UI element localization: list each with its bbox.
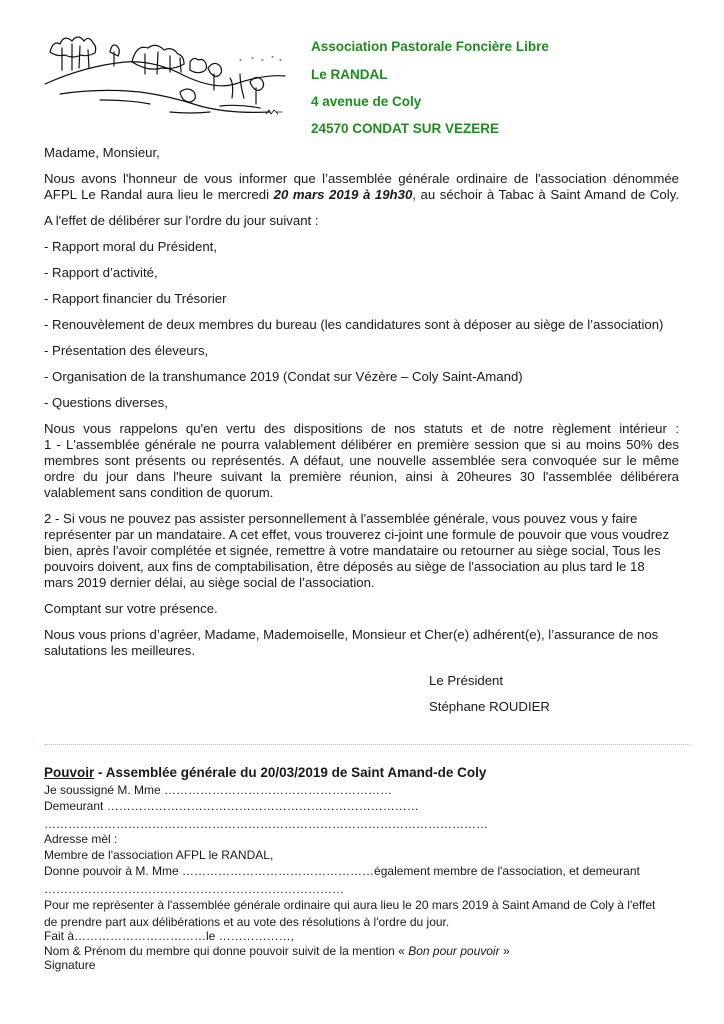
org-short-name: Le RANDAL <box>311 67 388 82</box>
mention-text: Nom & Prénom du membre qui donne pouvoir suivit de la mention « <box>44 944 409 958</box>
intro-line-1: Nous avons l'honneur de vous informer que l’assemblée générale ordinaire de l'association dénommée <box>44 171 679 186</box>
proxy-para-line: bien, après l'avoir complétée et signée, remettre à votre mandataire ou retourner au siège social, Tous les <box>44 543 661 558</box>
form-line-signature: Signature <box>44 958 96 972</box>
agenda-item: - Rapport financier du Trésorier <box>44 291 227 306</box>
cut-line-divider <box>44 744 690 745</box>
proxy-title-rest: - Assemblée générale du 20/03/2019 de Saint Amand-de Coly <box>94 765 487 780</box>
form-line-address: Demeurant …………………………………………………………………… <box>44 799 419 813</box>
statutes-para-line: valablement sans condition de quorum. <box>44 485 274 500</box>
agenda-item: - Rapport d’activité, <box>44 265 158 280</box>
agenda-intro: A l'effet de délibérer sur l'ordre du jour suivant : <box>44 213 319 228</box>
landscape-logo-icon <box>40 22 290 122</box>
intro-line-2 <box>44 187 679 204</box>
intro-text: AFPL Le Randal aura lieu le mercredi <box>44 187 274 202</box>
form-line-name: Je soussigné M. Mme ………………………………………………… <box>44 783 393 797</box>
form-line-purpose-cont: de prendre part aux délibérations et au vote des résolutions à l'ordre du jour. <box>44 915 450 929</box>
statutes-para-line: ordre du jour dans l'heure suivant la première réunion, ainsi à 20heures 30 l'assemblée délibérera <box>44 469 679 484</box>
address-line-2: 24570 CONDAT SUR VEZERE <box>311 121 500 136</box>
proxy-para-line: mars 2019 dernier délai, au siège social de l’association. <box>44 575 375 590</box>
form-line-place-date: Fait à……………………………le ………………, <box>44 929 295 943</box>
proxy-title-underlined: Pouvoir <box>44 765 95 780</box>
closing-formula-line: salutations les meilleures. <box>44 643 195 658</box>
intro-text-end: , au séchoir à Tabac à Saint Amand de Coly. <box>412 187 679 202</box>
agenda-item: - Présentation des éleveurs, <box>44 343 209 358</box>
agenda-item: - Renouvèlement de deux membres du bureau (les candidatures sont à déposer au siège de l’association) <box>44 317 664 332</box>
agenda-item: - Questions diverses, <box>44 395 168 410</box>
proxy-para-line: pouvoirs doivent, aux fins de comptabilisation, être déposés au siège de l'association au plus tard le 18 <box>44 559 645 574</box>
address-line-1: 4 avenue de Coly <box>311 94 422 109</box>
form-line-address-cont: ………………………………………………………………………………………………… <box>44 817 488 831</box>
org-name: Association Pastorale Foncière Libre <box>311 39 549 54</box>
closing-formula-line: Nous vous prions d’agréer, Madame, Mademoiselle, Monsieur et Cher(e) adhérent(e), l’assurance de nos <box>44 627 659 642</box>
proxy-form-title <box>44 765 486 780</box>
signatory-name: Stéphane ROUDIER <box>429 699 550 714</box>
statutes-para-line: Nous vous rappelons qu'en vertu des dispositions de nos statuts et de notre règlement intérieur : <box>44 421 679 436</box>
form-line-mention <box>44 944 510 958</box>
form-line-membership: Membre de l'association AFPL le RANDAL, <box>44 848 274 862</box>
form-line-purpose: Pour me représenter à l'assemblée générale ordinaire qui aura lieu le 20 mars 2019 à Saint Amand de Coly à l'effet <box>44 898 656 912</box>
salutation: Madame, Monsieur, <box>44 145 160 160</box>
signatory-title: Le Président <box>429 673 504 688</box>
form-line-proxy-holder: Donne pouvoir à M. Mme …………………………………………également membre de l'association, et demeurant <box>44 864 640 878</box>
mention-italic: Bon pour pouvoir <box>408 944 500 958</box>
proxy-para-line: 2 - Si vous ne pouvez pas assister personnellement à l'assemblée générale, vous pouvez vous y faire <box>44 511 638 526</box>
statutes-para-line: 1 - L'assemblée générale ne pourra valablement délibérer en première session que si au moins 50% des <box>44 437 679 452</box>
proxy-para-line: représenter par un mandataire. A cet effet, vous trouverez ci-joint une formule de pouvoir que vous voudrez <box>44 527 670 542</box>
agenda-item: - Rapport moral du Président, <box>44 239 217 254</box>
meeting-date: 20 mars 2019 à 19h30 <box>273 187 413 202</box>
statutes-para-line: membres sont présents ou représentés. A défaut, une nouvelle assemblée sera convoquée sur le même <box>44 453 679 468</box>
form-line-proxy-address: ………………………………………………………………… <box>44 882 344 896</box>
agenda-item: - Organisation de la transhumance 2019 (Condat sur Vézère – Coly Saint-Amand) <box>44 369 523 384</box>
mention-close: » <box>499 944 510 958</box>
closing-presence: Comptant sur votre présence. <box>44 601 218 616</box>
form-line-email: Adresse mèl : <box>44 832 118 846</box>
